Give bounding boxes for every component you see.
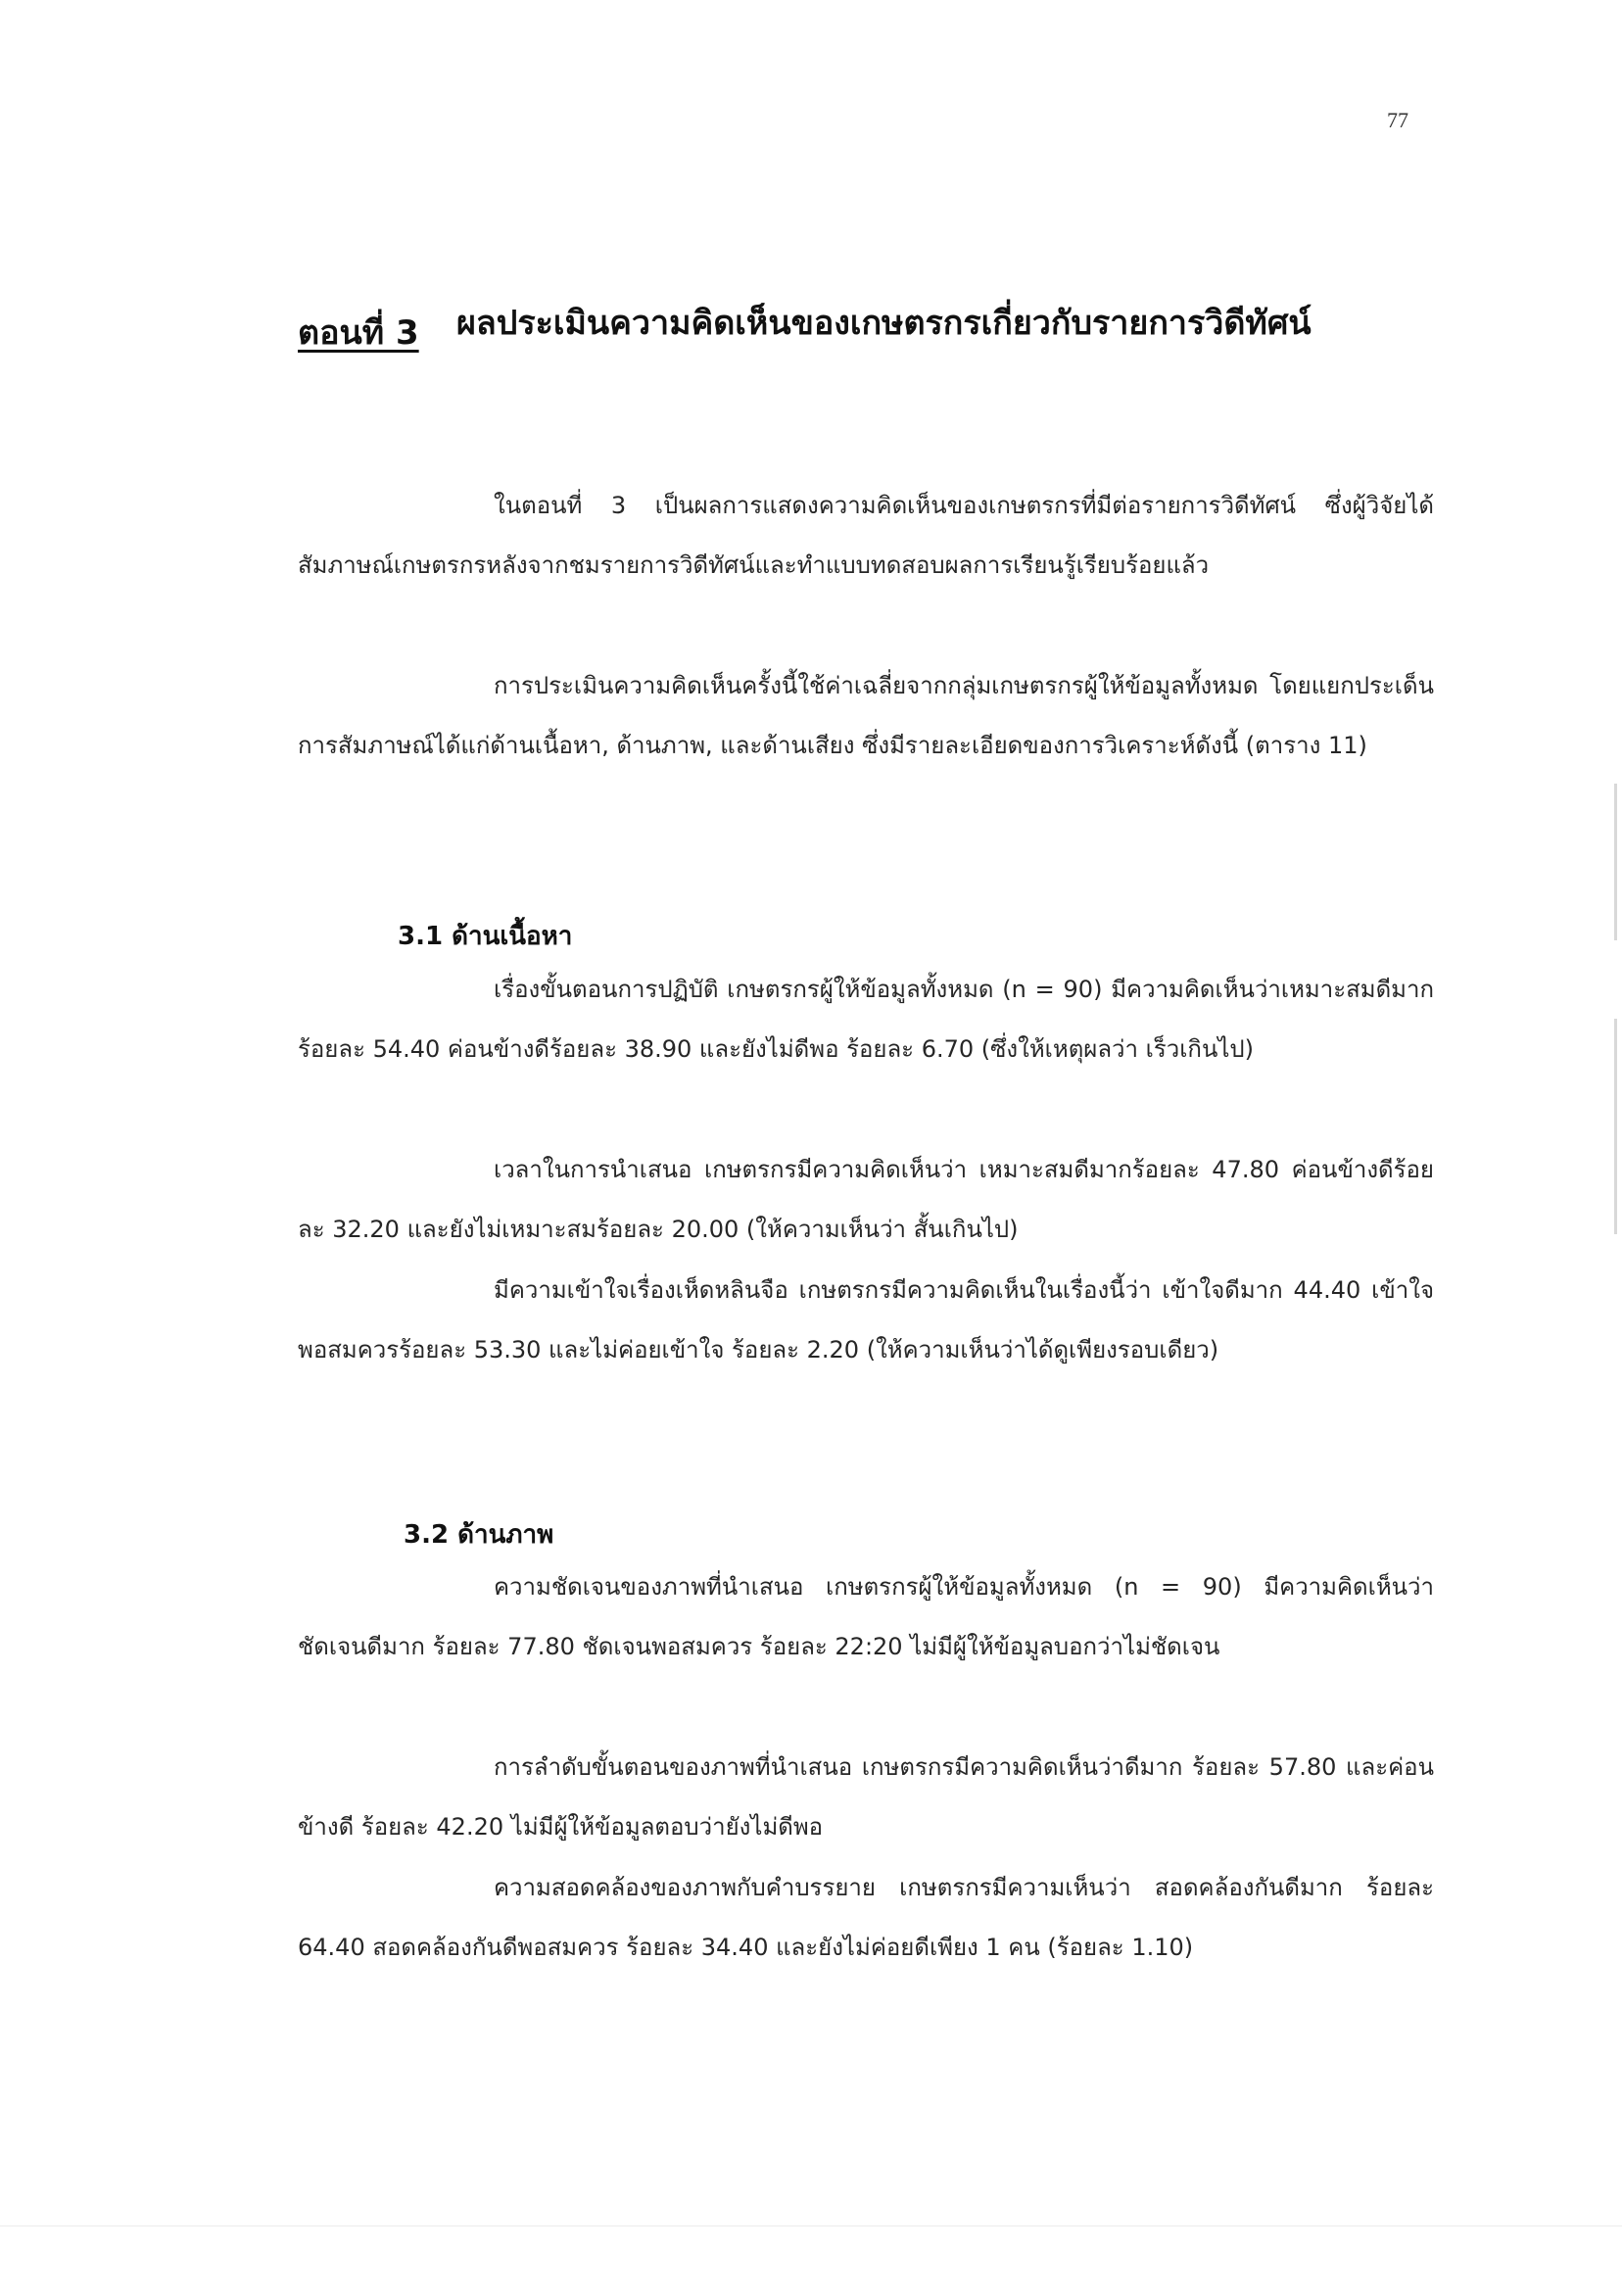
scan-edge-mark	[1614, 784, 1617, 940]
section-paragraph: การลำดับขั้นตอนของภาพที่นำเสนอ เกษตรกรมีความคิดเห็นว่าดีมาก ร้อยละ 57.80 และค่อนข้างดี ร้อยละ 42.20 ไม่มีผู้ให้ข้อมูลตอบว่ายังไม่ดีพอ	[298, 1753, 1434, 1841]
section-paragraph: เรื่องขั้นตอนการปฏิบัติ เกษตรกรผู้ให้ข้อมูลทั้งหมด (n = 90) มีความคิดเห็นว่าเหมาะสมดีมากร้อยละ 54.40 ค่อนข้างดีร้อยละ 38.90 และยังไม่ดีพอ ร้อยละ 6.70 (ซึ่งให้เหตุผลว่า เร็วเกินไป)	[298, 976, 1434, 1063]
page-number: 77	[1387, 108, 1408, 132]
intro-paragraph: ในตอนที่ 3 เป็นผลการแสดงความคิดเห็นของเกษตรกรที่มีต่อรายการวิดีทัศน์ ซึ่งผู้วิจัยได้สัมภาษณ์เกษตรกรหลังจากชมรายการวิดีทัศน์และทำแบบทดสอบผลการเรียนรู้เรียบร้อยแล้ว	[298, 492, 1434, 579]
section-paragraph: ความสอดคล้องของภาพกับคำบรรยาย เกษตรกรมีความเห็นว่า สอดคล้องกันดีมาก ร้อยละ 64.40 สอดคล้องกันดีพอสมควร ร้อยละ 34.40 และยังไม่ค่อยดีเพียง 1 คน (ร้อยละ 1.10)	[298, 1874, 1434, 1961]
section-heading-visual: 3.2 ด้านภาพ	[404, 1520, 554, 1550]
part-title: ผลประเมินความคิดเห็นของเกษตรกรเกี่ยวกับรายการวิดีทัศน์	[456, 304, 1312, 343]
intro-paragraph: การประเมินความคิดเห็นครั้งนี้ใช้ค่าเฉลี่ยจากกลุ่มเกษตรกรผู้ให้ข้อมูลทั้งหมด โดยแยกประเด็นการสัมภาษณ์ได้แก่ด้านเนื้อหา, ด้านภาพ, และด้านเสียง ซึ่งมีรายละเอียดของการวิเคราะห์ดังนี้ (ตาราง 11)	[298, 672, 1434, 759]
section-paragraph: เวลาในการนำเสนอ เกษตรกรมีความคิดเห็นว่า เหมาะสมดีมากร้อยละ 47.80 ค่อนข้างดีร้อยละ 32.20 และยังไม่เหมาะสมร้อยละ 20.00 (ให้ความเห็นว่า สั้นเกินไป)	[298, 1156, 1434, 1243]
section-paragraph: ความชัดเจนของภาพที่นำเสนอ เกษตรกรผู้ให้ข้อมูลทั้งหมด (n = 90) มีความคิดเห็นว่า ชัดเจนดีมาก ร้อยละ 77.80 ชัดเจนพอสมควร ร้อยละ 22:20 ไม่มีผู้ให้ข้อมูลบอกว่าไม่ชัดเจน	[298, 1573, 1434, 1660]
scan-bottom-rule	[0, 2225, 1622, 2226]
scan-edge-mark	[1614, 1019, 1617, 1234]
section-heading-content: 3.1 ด้านเนื้อหา	[398, 922, 573, 951]
section-paragraph: มีความเข้าใจเรื่องเห็ดหลินจือ เกษตรกรมีความคิดเห็นในเรื่องนี้ว่า เข้าใจดีมาก 44.40 เข้าใจพอสมควรร้อยละ 53.30 และไม่ค่อยเข้าใจ ร้อยละ 2.20 (ให้ความเห็นว่าได้ดูเพียงรอบเดียว)	[298, 1276, 1434, 1363]
part-label: ตอนที่ 3	[298, 313, 419, 353]
